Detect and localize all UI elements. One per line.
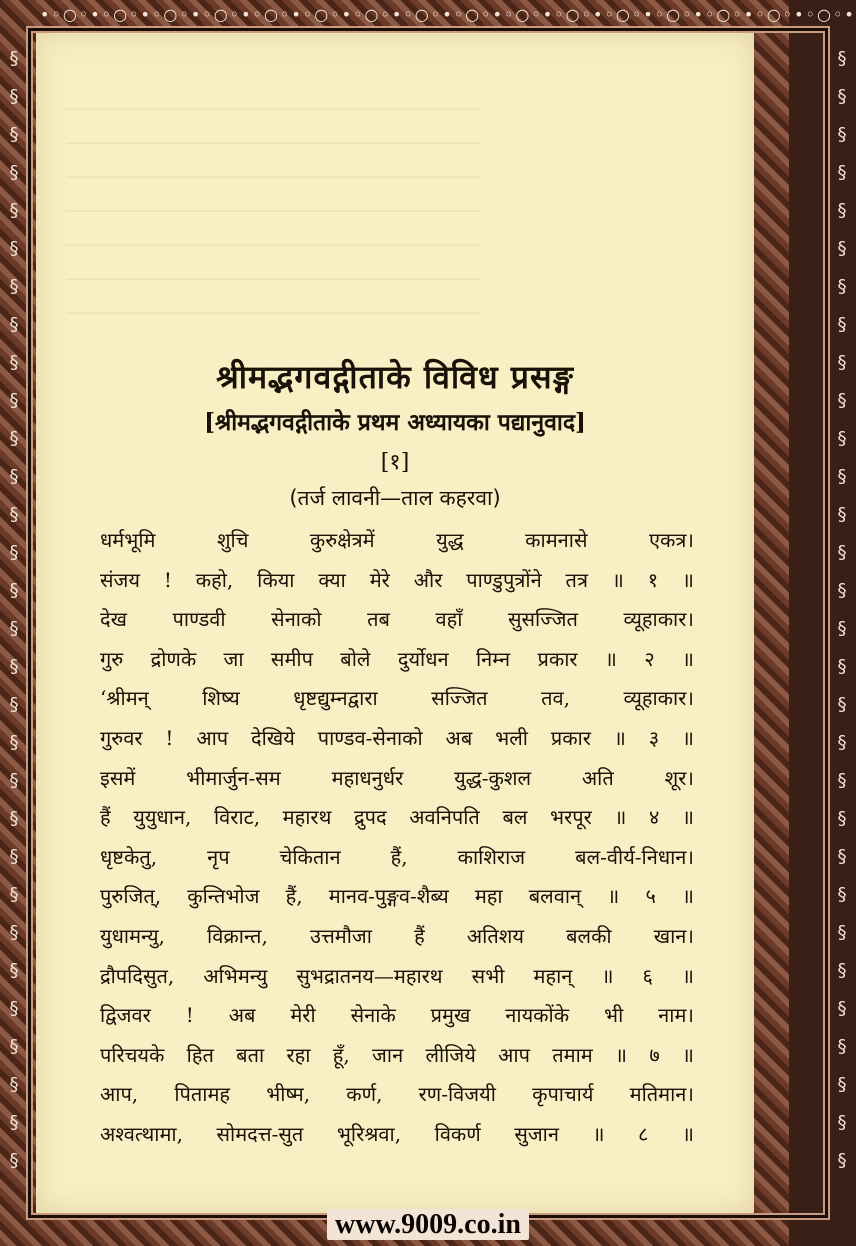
verse-line: हैं युयुधान, विराट, महारथ द्रुपद अवनिपति बल भरपूर ॥ ४ ॥ [100,805,694,830]
verse-line: परिचयके हित बता रहा हूँ, जान लीजिये आप तमाम ॥ ७ ॥ [100,1042,694,1067]
verse-line: ‘श्रीमन् शिष्य धृष्टद्युम्नद्वारा सज्जित तव, व्यूहाकार। [100,686,694,711]
verse-line: गुरुवर ! आप देखिये पाण्डव-सेनाको अब भली प्रकार ॥ ३ ॥ [100,725,694,750]
verse-line: गुरु द्रोणके जा समीप बोले दुर्योधन निम्न प्रकार ॥ २ ॥ [100,646,694,671]
verse-line: देख पाण्डवी सेनाको तब वहाँ सुसज्जित व्यूहाकार। [100,607,694,632]
verse-block [100,521,694,1155]
verse-line: द्विजवर ! अब मेरी सेनाके प्रमुख नायकोंके भी नाम। [100,1003,694,1028]
section-number: [१] [380,450,410,475]
border-ornament-left: § § § § § § § § § § § § § § § § § § § § § § § § § § § § § § [9,48,19,1171]
verse-line: संजय ! कहो, किया क्या मेरे और पाण्डुपुत्रोंने तत्र ॥ १ ॥ [100,567,694,592]
border-ornament-right: § § § § § § § § § § § § § § § § § § § § § § § § § § § § § § [837,48,847,1171]
show-through-text: ───────────────────────────────────────────────── ───────────────────────────────────────────────── ───────────────────────────────────────────────── ───────────────────────────────────────────────── ───────────────────────────────────────────────── ───────────────────────────────────────────────── ───────────────────────────────────────────────── [66,102,480,322]
website-url: www.9009.co.in [327,1209,529,1240]
meter-note: (तर्ज लावनी—ताल कहरवा) [289,486,501,510]
page-subtitle: [श्रीमद्भगवद्गीताके प्रथम अध्यायका पद्यानुवाद] [204,409,586,436]
book-page [36,33,754,1213]
verse-line: धृष्टकेतु, नृप चेकितान हैं, काशिराज बल-वीर्य-निधान। [100,844,694,869]
verse-line: पुरुजित्, कुन्तिभोज हैं, मानव-पुङ्गव-शैब्य महा बलवान् ॥ ५ ॥ [100,884,694,909]
page-title: श्रीमद्भगवद्गीताके विविध प्रसङ्ग [216,358,574,396]
verse-line: अश्वत्थामा, सोमदत्त-सुत भूरिश्रवा, विकर्ण सुजान ॥ ८ ॥ [100,1121,694,1146]
verse-line: युधामन्यु, विक्रान्त, उत्तमौजा हैं अतिशय बलकी खान। [100,923,694,948]
website-footer [0,1210,856,1246]
verse-line: द्रौपदिसुत, अभिमन्यु सुभद्रातनय—महारथ सभी महान् ॥ ६ ॥ [100,963,694,988]
verse-line: इसमें भीमार्जुन-सम महाधनुर्धर युद्ध-कुशल अति शूर। [100,765,694,790]
border-ornament-top: •◦○◦•◦○◦•◦○◦•◦○◦•◦○◦•◦○◦•◦○◦•◦○◦•◦○◦•◦○◦•◦○◦•◦○◦•◦○◦•◦○◦•◦○◦•◦○◦• [40,4,856,24]
verse-line: आप, पितामह भीष्म, कर्ण, रण-विजयी कृपाचार्य मतिमान। [100,1082,694,1107]
verse-line: धर्मभूमि शुचि कुरुक्षेत्रमें युद्ध कामनासे एकत्र। [100,528,694,552]
